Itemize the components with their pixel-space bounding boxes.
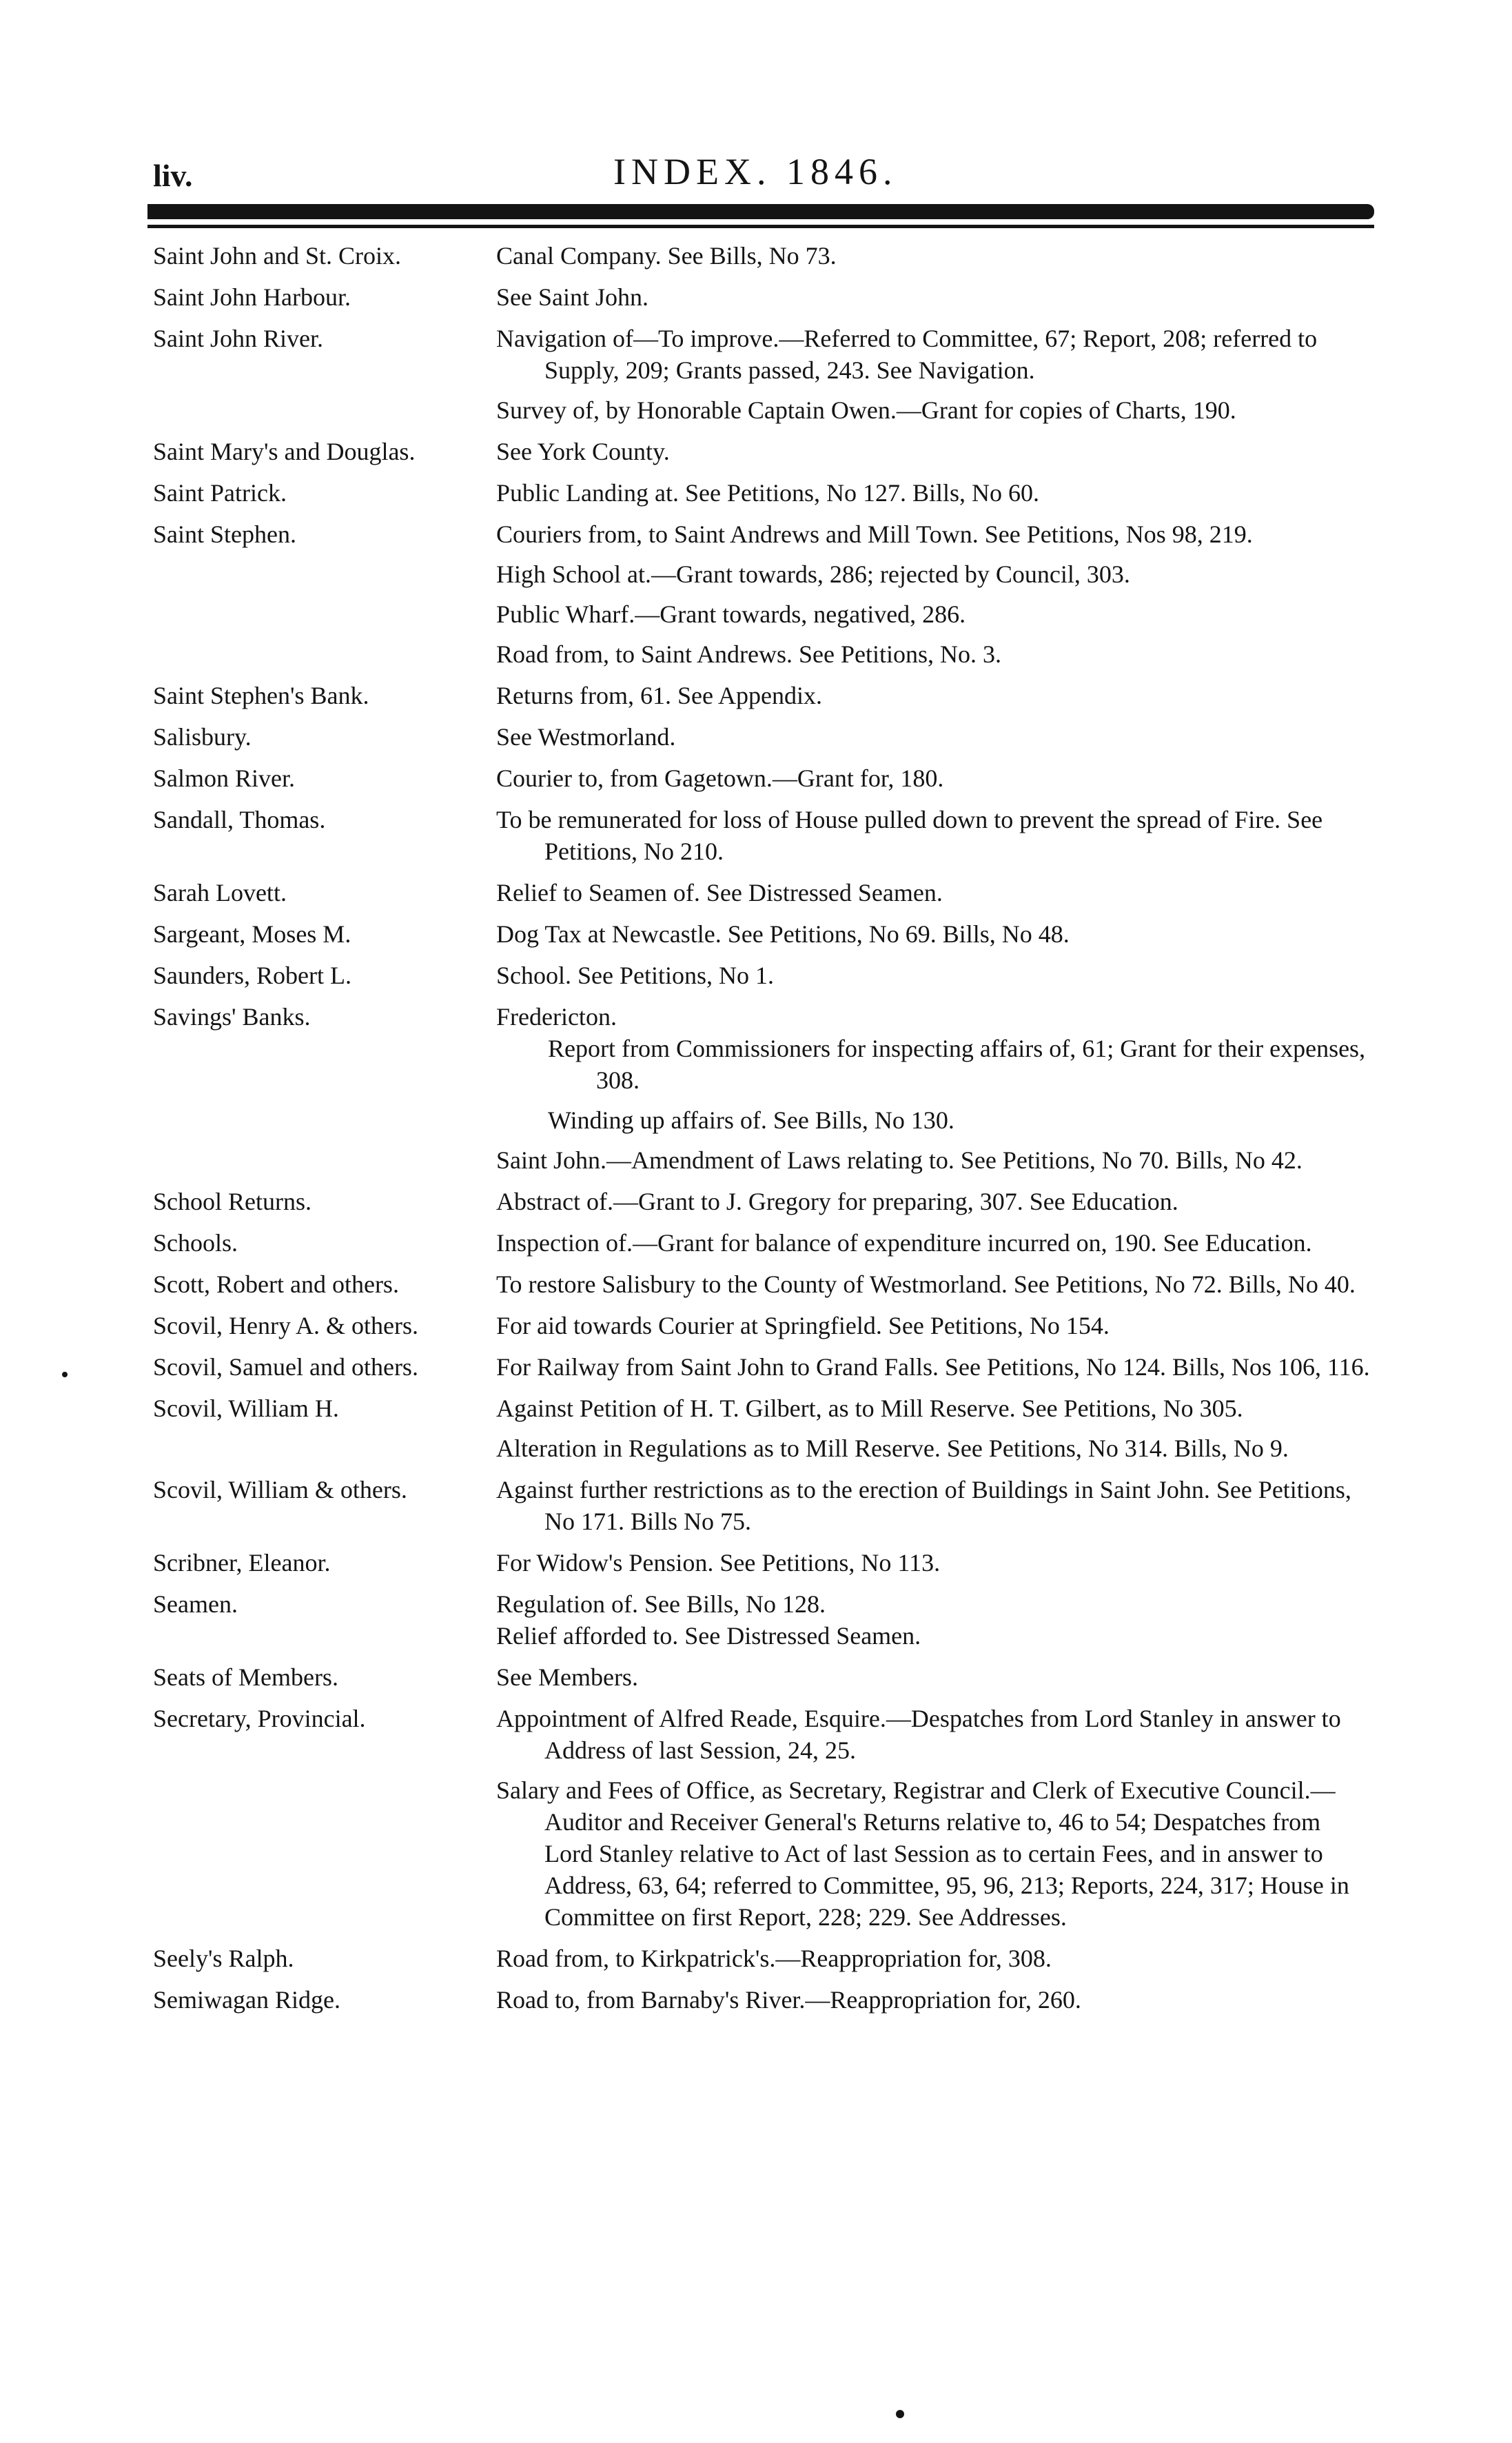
entry-body [496, 877, 1371, 909]
index-entry [0, 721, 1512, 753]
entry-reference: Canal Company. See Bills, No 73. [496, 242, 837, 270]
entry-reference: Winding up affairs of. See Bills, No 130. [548, 1106, 954, 1134]
entry-body [496, 240, 1371, 272]
entry-term: Semiwagan Ridge. [153, 1986, 340, 2014]
entry-term: Scott, Robert and others. [153, 1270, 399, 1298]
entry-body [496, 1227, 1371, 1259]
entry-reference: Public Landing at. See Petitions, No 127. Bills, No 60. [496, 479, 1039, 507]
index-entry [0, 1186, 1512, 1217]
entry-reference: See Saint John. [496, 283, 648, 311]
entry-body [496, 1310, 1371, 1341]
entry-reference: Dog Tax at Newcastle. See Petitions, No 69. Bills, No 48. [496, 920, 1070, 948]
entry-term: Saint Stephen. [153, 520, 296, 548]
index-entry [0, 1310, 1512, 1341]
entry-body [496, 281, 1371, 313]
header-rule-thin [147, 225, 1374, 228]
index-entry [0, 918, 1512, 950]
entry-reference: See York County. [496, 438, 670, 465]
index-entry [0, 1351, 1512, 1383]
page-header [0, 150, 1512, 199]
entry-term: Scovil, Samuel and others. [153, 1353, 418, 1381]
index-entry [0, 436, 1512, 467]
entry-reference: Fredericton. [496, 1003, 617, 1031]
entry-reference: To be remunerated for loss of House pulled down to prevent the spread of Fire. See Petitions, No 210. [496, 806, 1323, 865]
index-entry [0, 1588, 1512, 1652]
entry-term: Seely's Ralph. [153, 1945, 294, 1972]
entry-body [496, 323, 1371, 426]
entry-body [496, 1703, 1371, 1933]
entry-term: Scovil, William & others. [153, 1476, 407, 1503]
entry-term: Saint Stephen's Bank. [153, 682, 369, 709]
entry-term: Seamen. [153, 1590, 238, 1618]
entry-reference: Saint John.—Amendment of Laws relating to. See Petitions, No 70. Bills, No 42. [496, 1146, 1302, 1174]
entry-reference: High School at.—Grant towards, 286; rejected by Council, 303. [496, 560, 1130, 588]
entry-term: Saint John and St. Croix. [153, 242, 402, 270]
entry-reference: Courier to, from Gagetown.—Grant for, 180. [496, 764, 944, 792]
entry-reference: Against further restrictions as to the erection of Buildings in Saint John. See Petitions, No 171. Bills No 75. [496, 1476, 1351, 1535]
entry-body [496, 518, 1371, 670]
index-entry [0, 1268, 1512, 1300]
entry-body [496, 1588, 1371, 1652]
entry-reference: Regulation of. See Bills, No 128. [496, 1590, 826, 1618]
entry-term: Savings' Banks. [153, 1003, 311, 1031]
entry-body [496, 1547, 1371, 1579]
entry-body [496, 1186, 1371, 1217]
entry-term: Sarah Lovett. [153, 879, 287, 906]
entry-reference: Salary and Fees of Office, as Secretary, Registrar and Clerk of Executive Council.—Auditor and Receiver General's Returns relative to, 46 to 54; Despatches from Lord Stanley relative to Act of last Session as to certain Fees, and in answer to Address, 63, 64; referred to Committee, 95, 96, 213; Reports, 224, 317; House in Committee on first Report, 228; 229. See Addresses. [496, 1776, 1349, 1931]
entry-term: Scribner, Eleanor. [153, 1549, 331, 1577]
entry-term: Saint Mary's and Douglas. [153, 438, 416, 465]
entry-body [496, 960, 1371, 991]
entry-reference: Appointment of Alfred Reade, Esquire.—Despatches from Lord Stanley in answer to Address of last Session, 24, 25. [496, 1705, 1341, 1764]
footer-mark [896, 2410, 904, 2418]
entry-body [496, 762, 1371, 794]
entry-term: Saint Patrick. [153, 479, 287, 507]
entry-body [496, 721, 1371, 753]
entry-term: Saint John River. [153, 325, 324, 352]
index-entry [0, 518, 1512, 670]
entry-body [496, 477, 1371, 509]
entry-term: Scovil, Henry A. & others. [153, 1312, 418, 1339]
entry-body [496, 804, 1371, 867]
entry-body [496, 1661, 1371, 1693]
entry-reference: Returns from, 61. See Appendix. [496, 682, 822, 709]
index-entry [0, 477, 1512, 509]
index-entry [0, 240, 1512, 272]
entry-reference: Road to, from Barnaby's River.—Reappropriation for, 260. [496, 1986, 1081, 2014]
entry-reference: Relief afforded to. See Distressed Seamen. [496, 1622, 921, 1650]
entry-body [496, 680, 1371, 711]
entry-body [496, 436, 1371, 467]
entry-term: Saint John Harbour. [153, 283, 351, 311]
entry-reference: See Westmorland. [496, 723, 676, 751]
entry-reference: Road from, to Saint Andrews. See Petitions, No. 3. [496, 640, 1001, 668]
entry-term: Seats of Members. [153, 1663, 338, 1691]
index-entry [0, 1943, 1512, 1974]
entry-reference: See Members. [496, 1663, 638, 1691]
entry-reference: Couriers from, to Saint Andrews and Mill Town. See Petitions, Nos 98, 219. [496, 520, 1253, 548]
entry-body [496, 1268, 1371, 1300]
index-entry [0, 804, 1512, 867]
index-entry [0, 1661, 1512, 1693]
entry-reference: For Railway from Saint John to Grand Falls. See Petitions, No 124. Bills, Nos 106, 116. [496, 1353, 1370, 1381]
index-entry [0, 1392, 1512, 1464]
entry-reference: Road from, to Kirkpatrick's.—Reappropriation for, 308. [496, 1945, 1052, 1972]
entry-body [496, 1392, 1371, 1464]
margin-mark [62, 1372, 68, 1377]
entry-reference: For Widow's Pension. See Petitions, No 113. [496, 1549, 941, 1577]
entry-reference: For aid towards Courier at Springfield. See Petitions, No 154. [496, 1312, 1110, 1339]
index-entry [0, 960, 1512, 991]
index-entry [0, 1547, 1512, 1579]
entry-term: Schools. [153, 1229, 238, 1257]
index-entry [0, 1474, 1512, 1537]
entry-body [496, 1984, 1371, 2016]
index-entry [0, 762, 1512, 794]
entry-reference: Against Petition of H. T. Gilbert, as to Mill Reserve. See Petitions, No 305. [496, 1395, 1243, 1422]
entry-term: Sargeant, Moses M. [153, 920, 351, 948]
index-entries [0, 240, 1512, 2025]
entry-term: Secretary, Provincial. [153, 1705, 366, 1732]
page-title: INDEX. 1846. [613, 151, 898, 192]
index-entry [0, 1227, 1512, 1259]
entry-reference: Public Wharf.—Grant towards, negatived, 286. [496, 600, 966, 628]
entry-term: Salisbury. [153, 723, 252, 751]
entry-reference: To restore Salisbury to the County of Westmorland. See Petitions, No 72. Bills, No 40. [496, 1270, 1356, 1298]
entry-term: School Returns. [153, 1188, 311, 1215]
entry-reference: Report from Commissioners for inspecting affairs of, 61; Grant for their expenses, 308. [548, 1035, 1366, 1094]
header-rule-thick [147, 204, 1374, 219]
index-entry [0, 323, 1512, 426]
index-entry [0, 1984, 1512, 2016]
index-entry [0, 877, 1512, 909]
entry-reference: Abstract of.—Grant to J. Gregory for preparing, 307. See Education. [496, 1188, 1178, 1215]
entry-body [496, 918, 1371, 950]
entry-reference: Inspection of.—Grant for balance of expenditure incurred on, 190. See Education. [496, 1229, 1312, 1257]
page-number: liv. [153, 158, 193, 193]
index-entry [0, 1703, 1512, 1933]
entry-reference: Alteration in Regulations as to Mill Reserve. See Petitions, No 314. Bills, No 9. [496, 1435, 1289, 1462]
index-entry [0, 680, 1512, 711]
entry-reference: Navigation of—To improve.—Referred to Committee, 67; Report, 208; referred to Supply, 209; Grants passed, 243. See Navigation. [496, 325, 1318, 384]
index-entry [0, 1001, 1512, 1176]
entry-reference: School. See Petitions, No 1. [496, 962, 774, 989]
entry-body [496, 1001, 1371, 1176]
entry-body [496, 1474, 1371, 1537]
entry-reference: Relief to Seamen of. See Distressed Seamen. [496, 879, 943, 906]
entry-term: Scovil, William H. [153, 1395, 339, 1422]
entry-term: Saunders, Robert L. [153, 962, 351, 989]
index-entry [0, 281, 1512, 313]
entry-term: Salmon River. [153, 764, 295, 792]
entry-term: Sandall, Thomas. [153, 806, 326, 833]
entry-body [496, 1351, 1371, 1383]
entry-reference: Survey of, by Honorable Captain Owen.—Grant for copies of Charts, 190. [496, 396, 1236, 424]
entry-body [496, 1943, 1371, 1974]
